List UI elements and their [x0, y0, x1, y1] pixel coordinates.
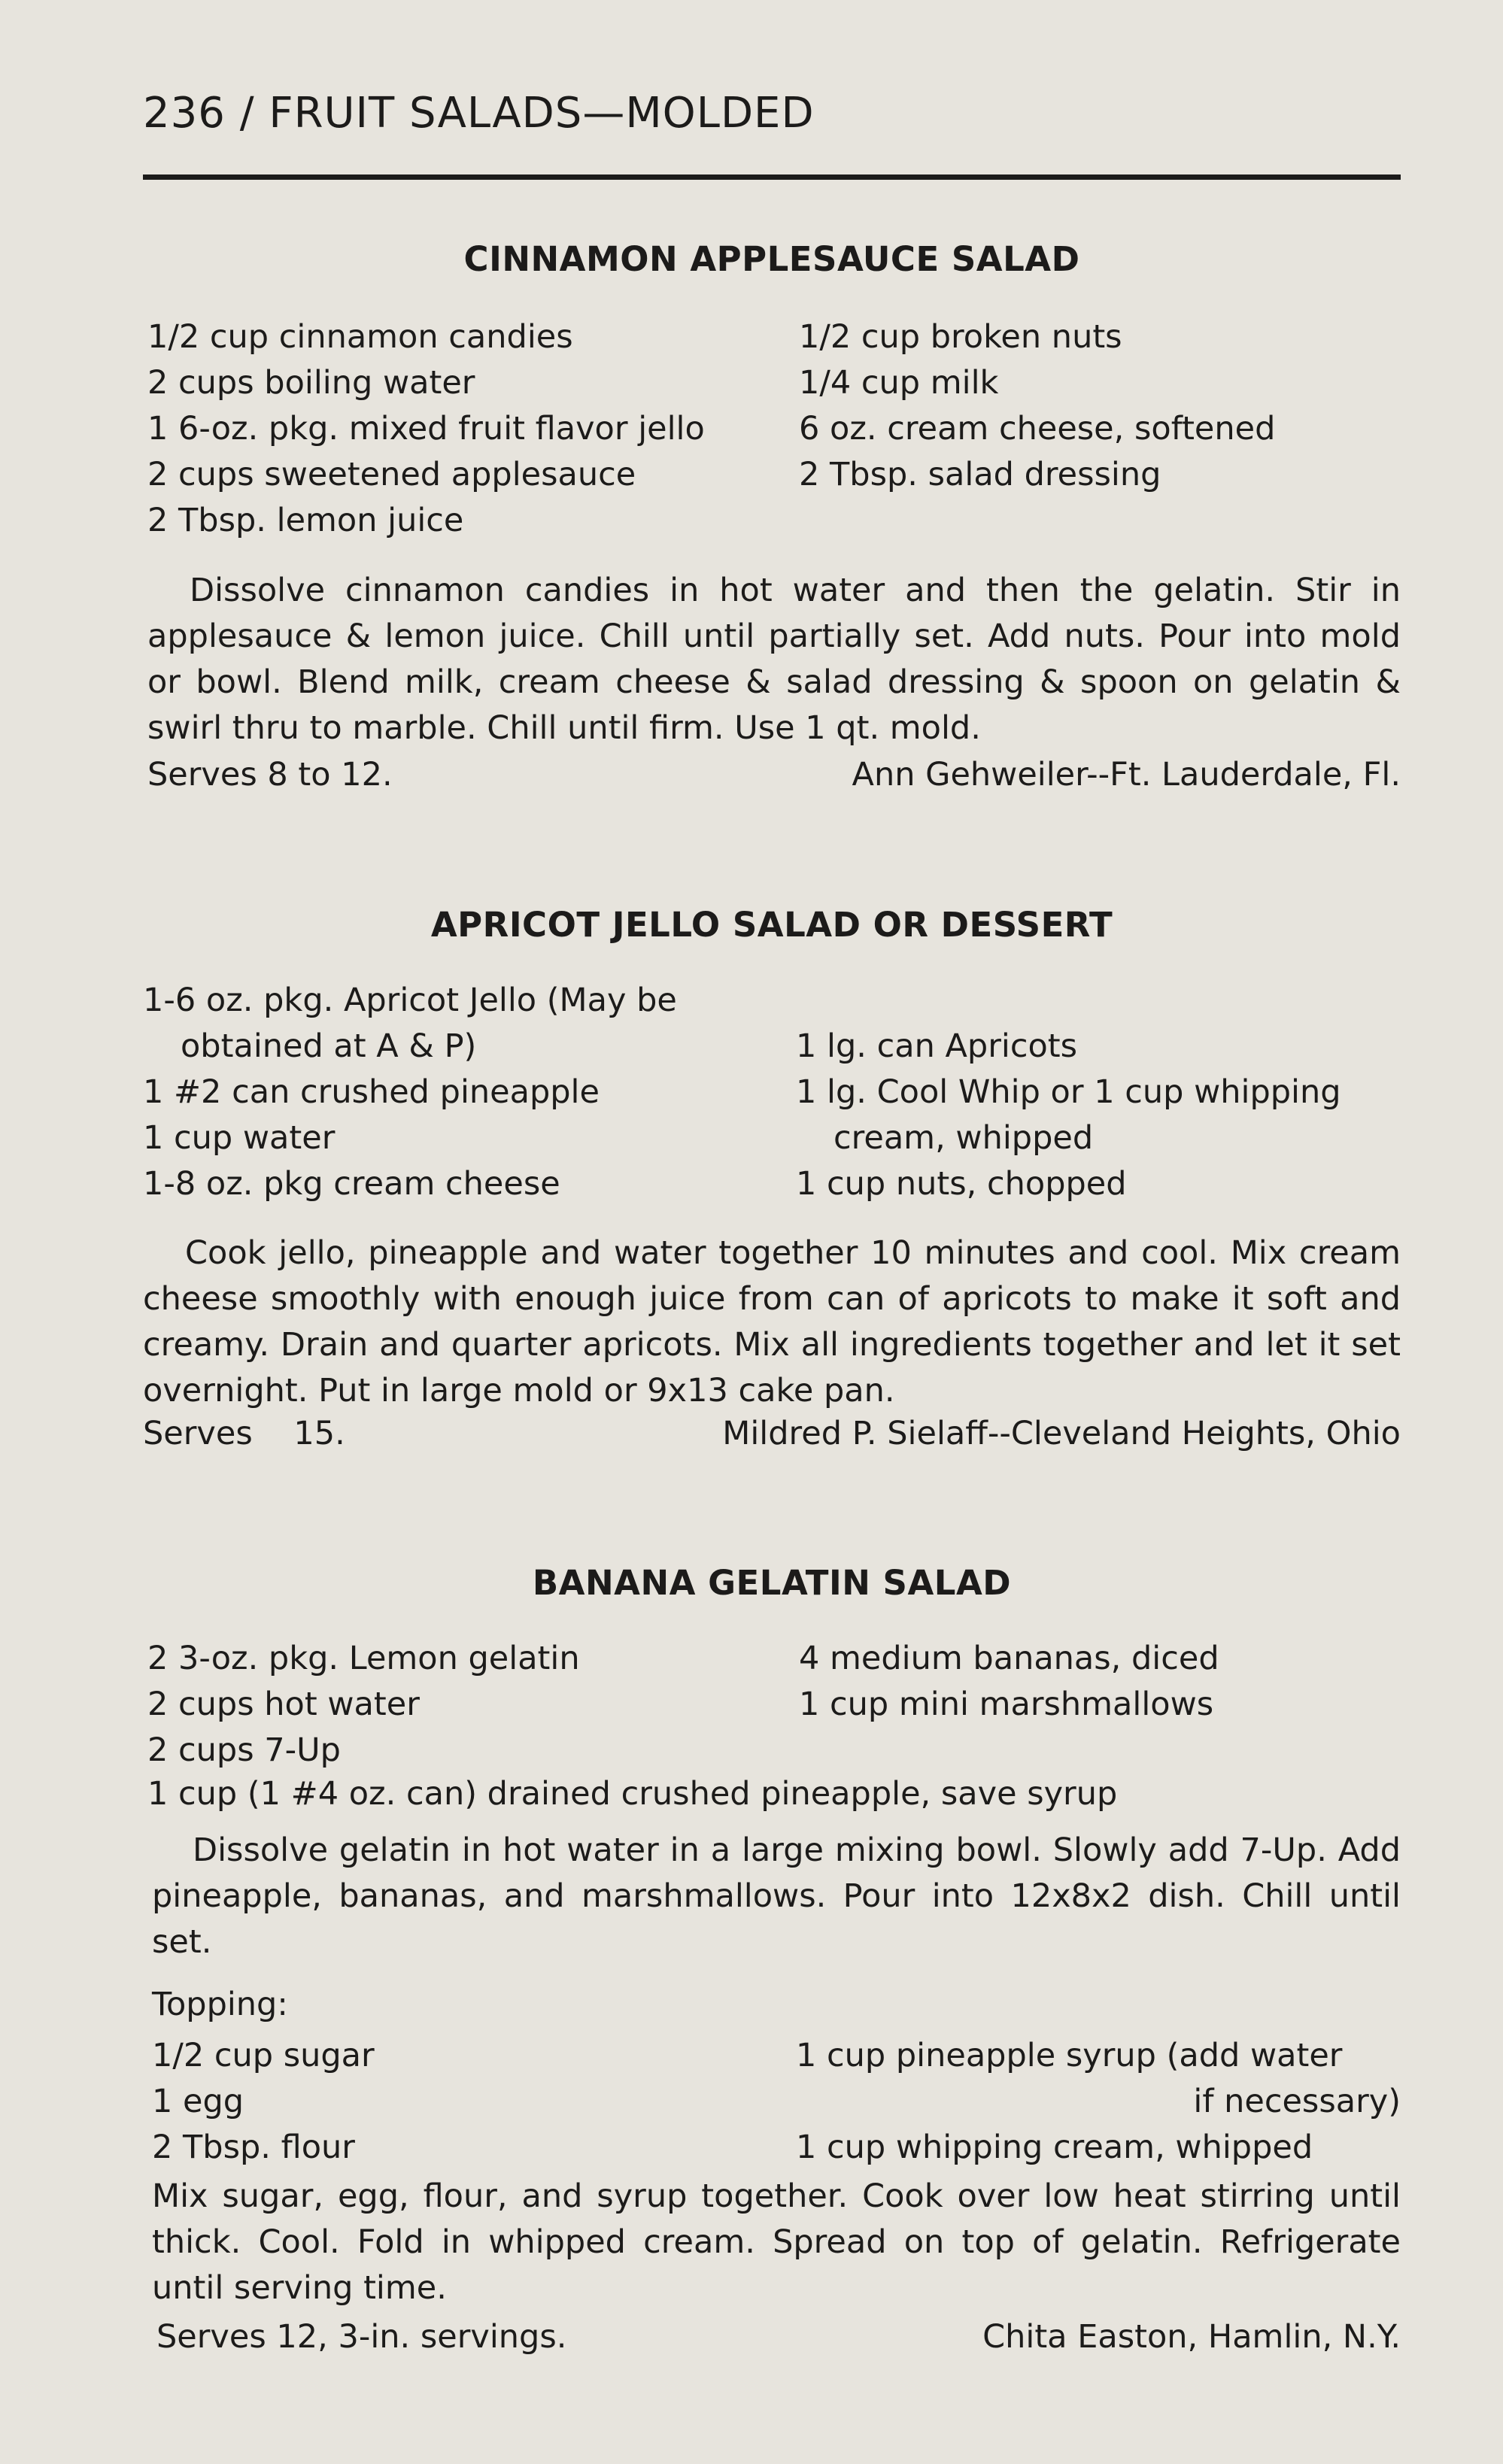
ingredients-right — [799, 314, 1275, 498]
recipe-serves: Serves 12, 3-in. servings. — [156, 2318, 567, 2356]
ingredient: 1-8 oz. pkg cream cheese — [143, 1165, 560, 1203]
ingredient: 1 egg — [152, 2083, 244, 2120]
ingredients-left — [147, 314, 705, 544]
ingredient: 2 3-oz. pkg. Lemon gelatin — [147, 1640, 580, 1677]
ingredients-right — [796, 1024, 1341, 1207]
ingredient: 1/2 cup cinnamon candies — [147, 318, 573, 356]
ingredient: 1 #2 can crushed pineapple — [143, 1073, 600, 1111]
ingredient: 1-6 oz. pkg. Apricot Jello (May be — [143, 982, 677, 1019]
ingredient: obtained at A & P) — [181, 1027, 477, 1065]
ingredient: if necessary) — [1193, 2083, 1401, 2120]
ingredient: 2 Tbsp. lemon juice — [147, 502, 464, 539]
ingredient: 1 lg. can Apricots — [796, 1027, 1078, 1065]
ingredient: 2 cups 7-Up — [147, 1731, 341, 1769]
ingredient: 2 cups hot water — [147, 1686, 420, 1723]
recipe-directions: Dissolve gelatin in hot water in a large mixing bowl. Slowly add 7-Up. Add pineapple, bananas, and marshmallows. Pour into 12x8x2 dish. Chill until set. — [152, 1831, 1401, 1961]
topping-label: Topping: — [152, 1986, 288, 2023]
ingredient: 2 cups boiling water — [147, 364, 475, 402]
ingredients-left — [143, 978, 677, 1207]
recipe-serves: Serves 8 to 12. — [147, 756, 393, 794]
ingredient: 2 cups sweetened applesauce — [147, 456, 636, 493]
recipe-serves: Serves 15. — [143, 1415, 345, 1452]
topping-right — [796, 2033, 1401, 2171]
recipe-contributor: Mildred P. Sielaff--Cleveland Heights, Ohio — [722, 1415, 1401, 1452]
ingredient: 1 cup water — [143, 1119, 336, 1157]
recipe-contributor: Chita Easton, Hamlin, N.Y. — [982, 2318, 1401, 2356]
ingredient: 1 6-oz. pkg. mixed fruit flavor jello — [147, 410, 705, 448]
ingredient: 1/4 cup milk — [799, 364, 999, 402]
ingredient-full-width: 1 cup (1 #4 oz. can) drained crushed pineapple, save syrup — [147, 1775, 1118, 1813]
ingredient: 1/2 cup sugar — [152, 2037, 375, 2074]
header-rule — [143, 174, 1401, 180]
ingredient: 1 cup whipping cream, whipped — [796, 2129, 1313, 2166]
recipe-directions: Cook jello, pineapple and water together 10 minutes and cool. Mix cream cheese smoothly with enough juice from can of apricots to make it soft and creamy. Drain and quarter apricots. Mix all ingredients together and let it set overnight. Put in large mold or 9x13 cake pan. — [143, 1234, 1401, 1410]
ingredient: 1/2 cup broken nuts — [799, 318, 1122, 356]
ingredient: 2 Tbsp. flour — [152, 2129, 355, 2166]
topping-directions: Mix sugar, egg, flour, and syrup together. Cook over low heat stirring until thick. Cool. Fold in whipped cream. Spread on top of gelatin. Refrigerate until serving time. — [152, 2177, 1401, 2307]
ingredients-right — [799, 1636, 1219, 1728]
recipe-title: APRICOT JELLO SALAD OR DESSERT — [430, 905, 1113, 945]
recipe-title: BANANA GELATIN SALAD — [532, 1563, 1012, 1603]
ingredient: cream, whipped — [833, 1119, 1094, 1157]
ingredient: 1 cup nuts, chopped — [796, 1165, 1127, 1203]
page-header: 236 / FRUIT SALADS—MOLDED — [143, 89, 815, 138]
ingredient: 4 medium bananas, diced — [799, 1640, 1219, 1677]
ingredient: 2 Tbsp. salad dressing — [799, 456, 1161, 493]
recipe-title: CINNAMON APPLESAUCE SALAD — [463, 239, 1080, 279]
recipe-contributor: Ann Gehweiler--Ft. Lauderdale, Fl. — [852, 756, 1401, 794]
ingredient: 1 lg. Cool Whip or 1 cup whipping — [796, 1073, 1341, 1111]
recipe-directions: Dissolve cinnamon candies in hot water and then the gelatin. Stir in applesauce & lemon juice. Chill until partially set. Add nuts. Pour into mold or bowl. Blend milk, cream cheese & salad dressing & spoon on gelatin & swirl thru to marble. Chill until firm. Use 1 qt. mold. — [147, 572, 1401, 747]
ingredient: 1 cup mini marshmallows — [799, 1686, 1214, 1723]
topping-left — [152, 2033, 375, 2171]
ingredient: 6 oz. cream cheese, softened — [799, 410, 1276, 448]
ingredient: 1 cup pineapple syrup (add water — [796, 2037, 1343, 2074]
ingredients-left — [147, 1636, 580, 1774]
